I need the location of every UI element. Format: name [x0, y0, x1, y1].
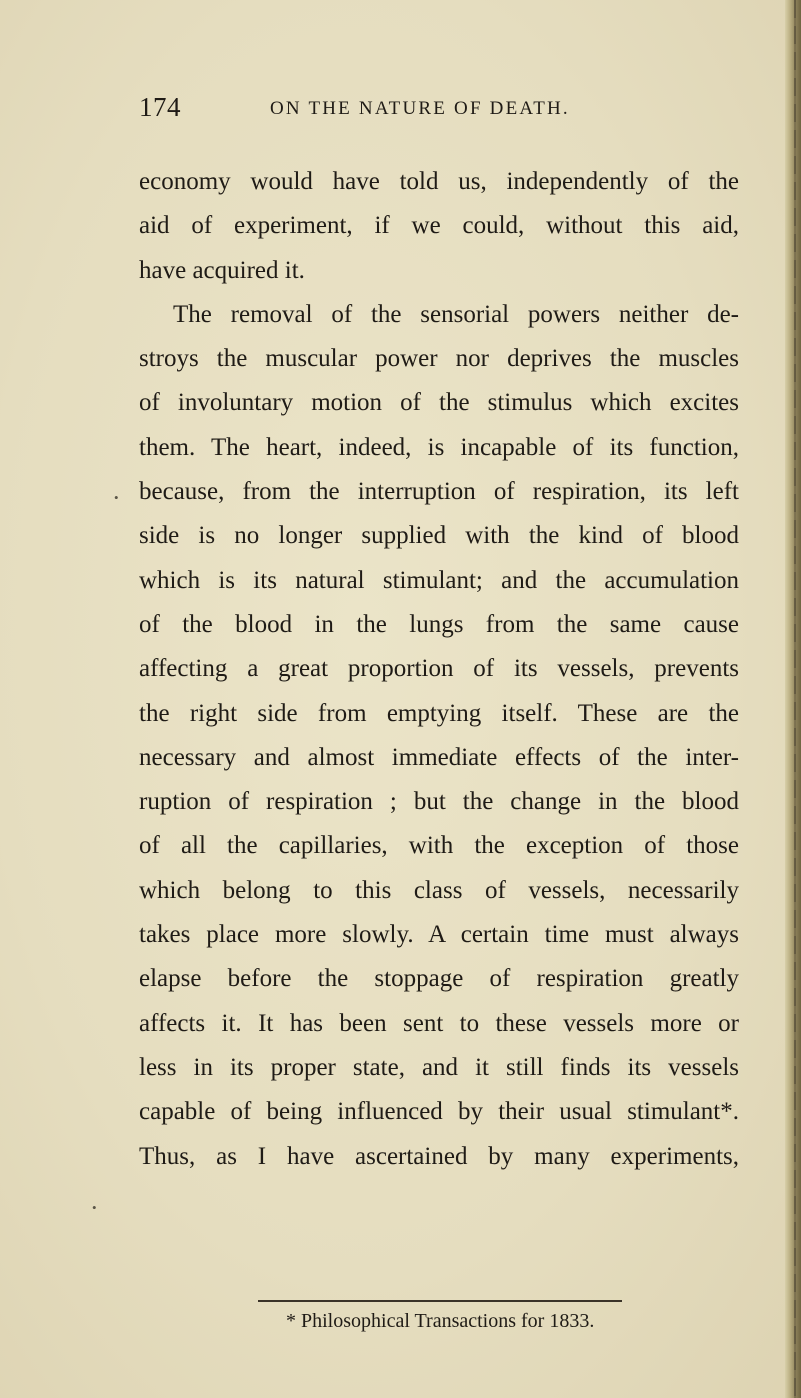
text-line: side is no longer supplied with the kind of blood: [139, 522, 739, 550]
page-edge-shadow: [785, 0, 801, 1398]
text-line: aid of experiment, if we could, without this aid,: [139, 212, 739, 240]
text-line: The removal of the sensorial powers neither de-: [173, 300, 739, 328]
footnote-rule: [258, 1300, 622, 1302]
text-line: economy would have told us, independently of the: [139, 168, 739, 195]
text-line: have acquired it.: [139, 256, 305, 284]
text-line: takes place more slowly. A certain time must always: [139, 921, 739, 949]
text-line: of involuntary motion of the stimulus which excites: [139, 389, 739, 417]
text-line: them. The heart, indeed, is incapable of its function,: [139, 433, 739, 461]
text-line: affecting a great proportion of its vessels, prevents: [139, 655, 739, 683]
paper-speck-icon: •: [114, 490, 119, 505]
text-line: less in its proper state, and it still finds its vessels: [139, 1053, 739, 1081]
text-line: necessary and almost immediate effects of the inter-: [139, 743, 739, 771]
text-line: which belong to this class of vessels, necessarily: [139, 876, 739, 904]
body-text: [139, 160, 739, 1179]
text-line: of the blood in the lungs from the same cause: [139, 610, 739, 638]
text-line: because, from the interruption of respiration, its left: [139, 478, 739, 506]
text-line: of all the capillaries, with the exception of those: [139, 832, 739, 860]
page-header: [139, 92, 739, 132]
text-line: which is its natural stimulant; and the accumulation: [139, 566, 739, 594]
text-line: stroys the muscular power nor deprives the muscles: [139, 345, 739, 373]
text-line: affects it. It has been sent to these vessels more or: [139, 1009, 739, 1037]
text-line: the right side from emptying itself. These are the: [139, 699, 739, 727]
footnote: * Philosophical Transactions for 1833.: [286, 1310, 595, 1332]
page-number: 174: [139, 92, 181, 122]
text-line: Thus, as I have ascertained by many experiments,: [139, 1142, 739, 1170]
text-line: elapse before the stoppage of respiration greatly: [139, 965, 739, 993]
running-head: ON THE NATURE OF DEATH.: [270, 98, 570, 119]
text-line: ruption of respiration ; but the change in the blood: [139, 788, 739, 816]
page-edge-texture: [794, 0, 796, 1398]
paper-speck-icon: •: [92, 1200, 97, 1215]
text-line: capable of being influenced by their usual stimulant*.: [139, 1098, 739, 1126]
